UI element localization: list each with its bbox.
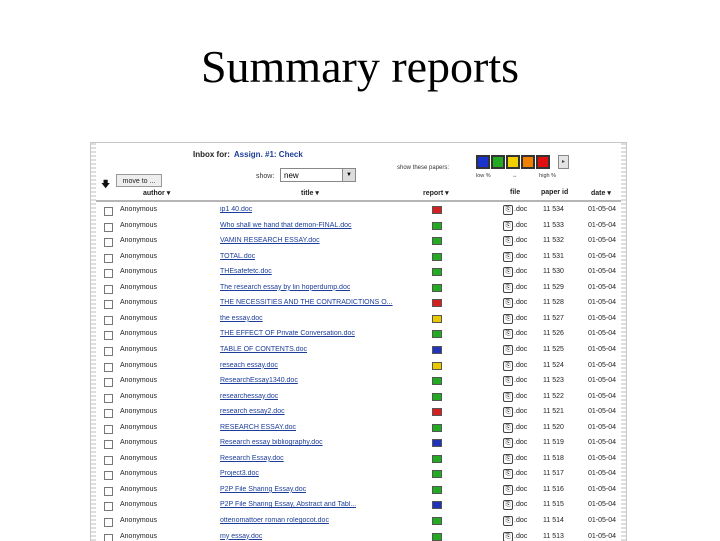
row-checkbox[interactable] xyxy=(104,238,113,247)
date-cell: 01-05-04 xyxy=(588,237,617,245)
date-cell: 01-05-04 xyxy=(588,408,617,416)
author-cell: Anonymous xyxy=(120,532,157,540)
file-icon[interactable]: ⎘ xyxy=(503,314,513,324)
date-cell: 01-05-04 xyxy=(588,221,617,229)
paper-title-link[interactable]: my essay.doc xyxy=(220,532,263,540)
color-filter-square[interactable] xyxy=(506,155,520,169)
table-row xyxy=(96,327,621,343)
file-ext: .doc xyxy=(514,439,528,447)
report-icon[interactable] xyxy=(432,486,442,494)
date-cell: 01-05-04 xyxy=(588,485,617,493)
color-scale xyxy=(476,173,556,179)
author-cell: Anonymous xyxy=(120,439,157,447)
author-cell: Anonymous xyxy=(120,485,157,493)
date-cell: 01-05-04 xyxy=(588,470,617,478)
paper-title-link[interactable]: ip1 40.doc xyxy=(220,206,253,213)
col-paper-id: paper id xyxy=(541,189,569,196)
author-cell: Anonymous xyxy=(120,423,157,431)
slide-title: Summary reports xyxy=(200,41,520,92)
row-checkbox[interactable] xyxy=(104,207,113,216)
table-row xyxy=(96,436,621,452)
paper-id-cell: 11 524 xyxy=(543,361,564,369)
date-cell: 01-05-04 xyxy=(588,392,617,400)
paper-title-link[interactable]: THE NECESSITIES AND THE CONTRADICTIONS O... xyxy=(220,299,393,307)
author-cell: Anonymous xyxy=(120,252,157,260)
date-cell: 01-05-04 xyxy=(588,532,617,540)
file-icon[interactable]: ⎘ xyxy=(503,236,513,246)
inbox-label: Inbox for: xyxy=(193,150,230,159)
date-cell: 01-05-04 xyxy=(588,454,617,462)
paper-title-link[interactable]: RESEARCH ESSAY.doc xyxy=(220,423,296,431)
paper-id-cell: 11 523 xyxy=(543,377,564,385)
paper-id-cell: 11 516 xyxy=(543,485,564,493)
table-row xyxy=(96,281,621,297)
paper-id-cell: 11 513 xyxy=(543,532,564,540)
table-row xyxy=(96,483,621,499)
inbox-screenshot xyxy=(90,142,627,541)
report-icon[interactable] xyxy=(432,253,442,261)
row-checkbox[interactable] xyxy=(104,409,113,418)
report-icon[interactable] xyxy=(432,393,442,401)
date-cell: 01-05-04 xyxy=(588,252,617,260)
go-button[interactable]: ▸ xyxy=(558,155,569,169)
file-ext: .doc xyxy=(514,377,528,385)
file-ext: .doc xyxy=(514,283,528,291)
table-row xyxy=(96,312,621,328)
author-cell: Anonymous xyxy=(120,206,157,213)
row-checkbox[interactable] xyxy=(104,347,113,356)
scale-low: low % xyxy=(476,173,491,179)
table-row xyxy=(96,265,621,281)
paper-title-link[interactable]: research essay2.doc xyxy=(220,408,285,416)
report-icon[interactable] xyxy=(432,330,442,338)
date-cell: 01-05-04 xyxy=(588,377,617,385)
report-icon[interactable] xyxy=(432,517,442,525)
show-papers-label: show these papers: xyxy=(397,165,450,171)
color-filter-square[interactable] xyxy=(521,155,535,169)
paper-title-link[interactable]: Who shall we hand that demon-FINAL.doc xyxy=(220,221,352,229)
report-icon[interactable] xyxy=(432,533,442,541)
paper-id-cell: 11 527 xyxy=(543,314,564,322)
paper-id-cell: 11 530 xyxy=(543,268,564,276)
report-icon[interactable] xyxy=(432,299,442,307)
date-cell: 01-05-04 xyxy=(588,268,617,276)
table-row xyxy=(96,219,621,235)
table-row xyxy=(96,530,621,541)
report-icon[interactable] xyxy=(432,284,442,292)
file-icon[interactable]: ⎘ xyxy=(503,500,513,510)
file-icon[interactable]: ⎘ xyxy=(503,485,513,495)
paper-id-cell: 11 517 xyxy=(543,470,564,478)
table-row xyxy=(96,467,621,483)
file-icon[interactable]: ⎘ xyxy=(503,516,513,526)
paper-title-link[interactable]: reseach essay.doc xyxy=(220,361,278,369)
col-file: file xyxy=(510,189,521,196)
paper-id-cell: 11 529 xyxy=(543,283,564,291)
date-cell: 01-05-04 xyxy=(588,517,617,524)
file-icon[interactable]: ⎘ xyxy=(503,329,513,339)
move-to-button[interactable]: move to ... xyxy=(116,174,162,187)
row-checkbox[interactable] xyxy=(104,316,113,325)
date-cell: 01-05-04 xyxy=(588,206,617,213)
color-filter[interactable] xyxy=(476,154,556,179)
file-icon[interactable]: ⎘ xyxy=(503,532,513,541)
paper-id-cell: 11 520 xyxy=(543,423,564,431)
table-row xyxy=(96,498,621,514)
paper-title-link[interactable]: Research Essay.doc xyxy=(220,454,284,462)
paper-id-cell: 11 525 xyxy=(543,345,564,353)
author-cell: Anonymous xyxy=(120,361,157,369)
file-icon[interactable]: ⎘ xyxy=(503,267,513,277)
file-ext: .doc xyxy=(514,470,528,478)
file-icon[interactable]: ⎘ xyxy=(503,407,513,417)
file-ext: .doc xyxy=(514,345,528,353)
file-icon[interactable]: ⎘ xyxy=(503,438,513,448)
row-checkbox[interactable] xyxy=(104,502,113,511)
date-cell: 01-05-04 xyxy=(588,283,617,291)
file-icon[interactable]: ⎘ xyxy=(503,205,513,215)
table-row xyxy=(96,405,621,421)
report-icon[interactable] xyxy=(432,222,442,230)
row-checkbox[interactable] xyxy=(104,440,113,449)
date-cell: 01-05-04 xyxy=(588,345,617,353)
paper-id-cell: 11 521 xyxy=(543,408,564,416)
author-cell: Anonymous xyxy=(120,314,157,322)
date-cell: 01-05-04 xyxy=(588,423,617,431)
file-icon[interactable]: ⎘ xyxy=(503,252,513,262)
paper-title-link[interactable]: Research essay bibliography.doc xyxy=(220,439,323,447)
file-ext: .doc xyxy=(514,361,528,369)
report-icon[interactable] xyxy=(432,268,442,276)
file-icon[interactable]: ⎘ xyxy=(503,345,513,355)
author-cell: Anonymous xyxy=(120,299,157,307)
row-checkbox[interactable] xyxy=(104,394,113,403)
scale-high: high % xyxy=(539,173,556,179)
paper-id-cell: 11 528 xyxy=(543,299,564,307)
author-cell: Anonymous xyxy=(120,501,157,509)
show-select[interactable] xyxy=(280,168,356,182)
report-icon[interactable] xyxy=(432,362,442,370)
file-icon[interactable]: ⎘ xyxy=(503,423,513,433)
col-date[interactable]: date ▾ xyxy=(591,190,611,197)
col-report[interactable]: report ▾ xyxy=(423,190,449,197)
table-row xyxy=(96,514,621,530)
file-ext: .doc xyxy=(514,454,528,462)
date-cell: 01-05-04 xyxy=(588,501,617,509)
paper-title-link[interactable]: TABLE OF CONTENTS.doc xyxy=(220,345,307,353)
author-cell: Anonymous xyxy=(120,330,157,338)
author-cell: Anonymous xyxy=(120,392,157,400)
file-icon[interactable]: ⎘ xyxy=(503,469,513,479)
report-icon[interactable] xyxy=(432,315,442,323)
show-label: show: xyxy=(256,173,275,180)
report-icon[interactable] xyxy=(432,424,442,432)
file-ext: .doc xyxy=(514,517,528,524)
report-icon[interactable] xyxy=(432,237,442,245)
file-ext: .doc xyxy=(514,299,528,307)
paper-id-cell: 11 531 xyxy=(543,252,564,260)
file-ext: .doc xyxy=(514,221,528,229)
author-cell: Anonymous xyxy=(120,470,157,478)
col-title[interactable]: title ▾ xyxy=(301,190,319,197)
row-checkbox[interactable] xyxy=(104,471,113,480)
paper-id-cell: 11 532 xyxy=(543,237,564,245)
table-row xyxy=(96,359,621,375)
author-cell: Anonymous xyxy=(120,237,157,245)
author-cell: Anonymous xyxy=(120,517,157,524)
assignment-link[interactable]: Assign. #1: Check xyxy=(233,150,303,159)
table-row xyxy=(96,390,621,406)
row-checkbox[interactable] xyxy=(104,223,113,232)
row-checkbox[interactable] xyxy=(104,331,113,340)
file-ext: .doc xyxy=(514,237,528,245)
paper-id-cell: 11 534 xyxy=(543,206,564,213)
report-icon[interactable] xyxy=(432,470,442,478)
file-ext: .doc xyxy=(514,268,528,276)
paper-title-link[interactable]: the essay.doc xyxy=(220,314,263,322)
file-ext: .doc xyxy=(514,206,528,213)
author-cell: Anonymous xyxy=(120,345,157,353)
author-cell: Anonymous xyxy=(120,283,157,291)
paper-title-link[interactable]: THE EFFECT OF Private Conversation.doc xyxy=(220,330,355,338)
col-author[interactable]: author ▾ xyxy=(143,190,171,197)
color-filter-square[interactable] xyxy=(536,155,550,169)
report-icon[interactable] xyxy=(432,206,442,214)
report-icon[interactable] xyxy=(432,377,442,385)
file-ext: .doc xyxy=(514,501,528,509)
row-checkbox[interactable] xyxy=(104,378,113,387)
right-border-stripe xyxy=(621,143,626,541)
table-row xyxy=(96,374,621,390)
row-checkbox[interactable] xyxy=(104,269,113,278)
file-ext: .doc xyxy=(514,252,528,260)
paper-title-link[interactable]: Project3.doc xyxy=(220,470,259,478)
color-filter-square[interactable] xyxy=(491,155,505,169)
row-checkbox[interactable] xyxy=(104,518,113,527)
table-row xyxy=(96,250,621,266)
table-row xyxy=(96,343,621,359)
row-checkbox[interactable] xyxy=(104,300,113,309)
select-arrow-icon: 🡇 xyxy=(101,179,111,189)
paper-id-cell: 11 518 xyxy=(543,454,564,462)
paper-title-link[interactable]: TOTAL.doc xyxy=(220,252,256,260)
report-icon[interactable] xyxy=(432,455,442,463)
paper-title-link[interactable]: ResearchEssay1340.doc xyxy=(220,377,298,385)
report-icon[interactable] xyxy=(432,408,442,416)
row-checkbox[interactable] xyxy=(104,425,113,434)
paper-title-link[interactable]: P2P File Sharing Essay, Abstract and Tabl... xyxy=(220,501,357,509)
author-cell: Anonymous xyxy=(120,268,157,276)
paper-title-link[interactable]: THEsafefetc.doc xyxy=(220,268,272,276)
report-icon[interactable] xyxy=(432,346,442,354)
table-row xyxy=(96,452,621,468)
file-ext: .doc xyxy=(514,330,528,338)
author-cell: Anonymous xyxy=(120,408,157,416)
paper-id-cell: 11 533 xyxy=(543,221,564,229)
table-row xyxy=(96,234,621,250)
chevron-down-icon: ▼ xyxy=(342,169,355,181)
scale-arrow: ↔ xyxy=(512,173,518,179)
author-cell: Anonymous xyxy=(120,221,157,229)
row-checkbox[interactable] xyxy=(104,285,113,294)
date-cell: 01-05-04 xyxy=(588,439,617,447)
table-row xyxy=(96,203,621,219)
file-ext: .doc xyxy=(514,392,528,400)
table-row xyxy=(96,421,621,437)
file-ext: .doc xyxy=(514,532,528,540)
paper-id-cell: 11 519 xyxy=(543,439,564,447)
paper-id-cell: 11 522 xyxy=(543,392,564,400)
file-ext: .doc xyxy=(514,485,528,493)
row-checkbox[interactable] xyxy=(104,487,113,496)
date-cell: 01-05-04 xyxy=(588,299,617,307)
row-checkbox[interactable] xyxy=(104,363,113,372)
file-icon[interactable]: ⎘ xyxy=(503,298,513,308)
date-cell: 01-05-04 xyxy=(588,314,617,322)
show-select-value: new xyxy=(284,171,299,180)
file-ext: .doc xyxy=(514,408,528,416)
paper-title-link[interactable]: P2P File Sharing Essay.doc xyxy=(220,485,307,493)
file-ext: .doc xyxy=(514,423,528,431)
date-cell: 01-05-04 xyxy=(588,330,617,338)
file-icon[interactable]: ⎘ xyxy=(503,454,513,464)
paper-id-cell: 11 514 xyxy=(543,517,564,524)
inbox-header xyxy=(193,150,303,159)
file-icon[interactable]: ⎘ xyxy=(503,283,513,293)
report-icon[interactable] xyxy=(432,439,442,447)
row-checkbox[interactable] xyxy=(104,254,113,263)
file-icon[interactable]: ⎘ xyxy=(503,221,513,231)
file-ext: .doc xyxy=(514,314,528,322)
paper-title-link[interactable]: The research essay by lin hoperdump.doc xyxy=(220,283,351,291)
author-cell: Anonymous xyxy=(120,454,157,462)
row-checkbox[interactable] xyxy=(104,456,113,465)
paper-id-cell: 11 526 xyxy=(543,330,564,338)
file-icon[interactable]: ⎘ xyxy=(503,392,513,402)
header-divider xyxy=(96,200,621,202)
file-icon[interactable]: ⎘ xyxy=(503,361,513,371)
table-row xyxy=(96,296,621,312)
paper-title-link[interactable]: researchessay.doc xyxy=(220,392,279,400)
paper-id-cell: 11 515 xyxy=(543,501,564,509)
author-cell: Anonymous xyxy=(120,377,157,385)
date-cell: 01-05-04 xyxy=(588,361,617,369)
file-icon[interactable]: ⎘ xyxy=(503,376,513,386)
paper-title-link[interactable]: VAMIN RESEARCH ESSAY.doc xyxy=(220,237,320,245)
color-filter-square[interactable] xyxy=(476,155,490,169)
report-icon[interactable] xyxy=(432,501,442,509)
paper-title-link[interactable]: ottenomattoer roman rolegocot.doc xyxy=(220,517,329,524)
